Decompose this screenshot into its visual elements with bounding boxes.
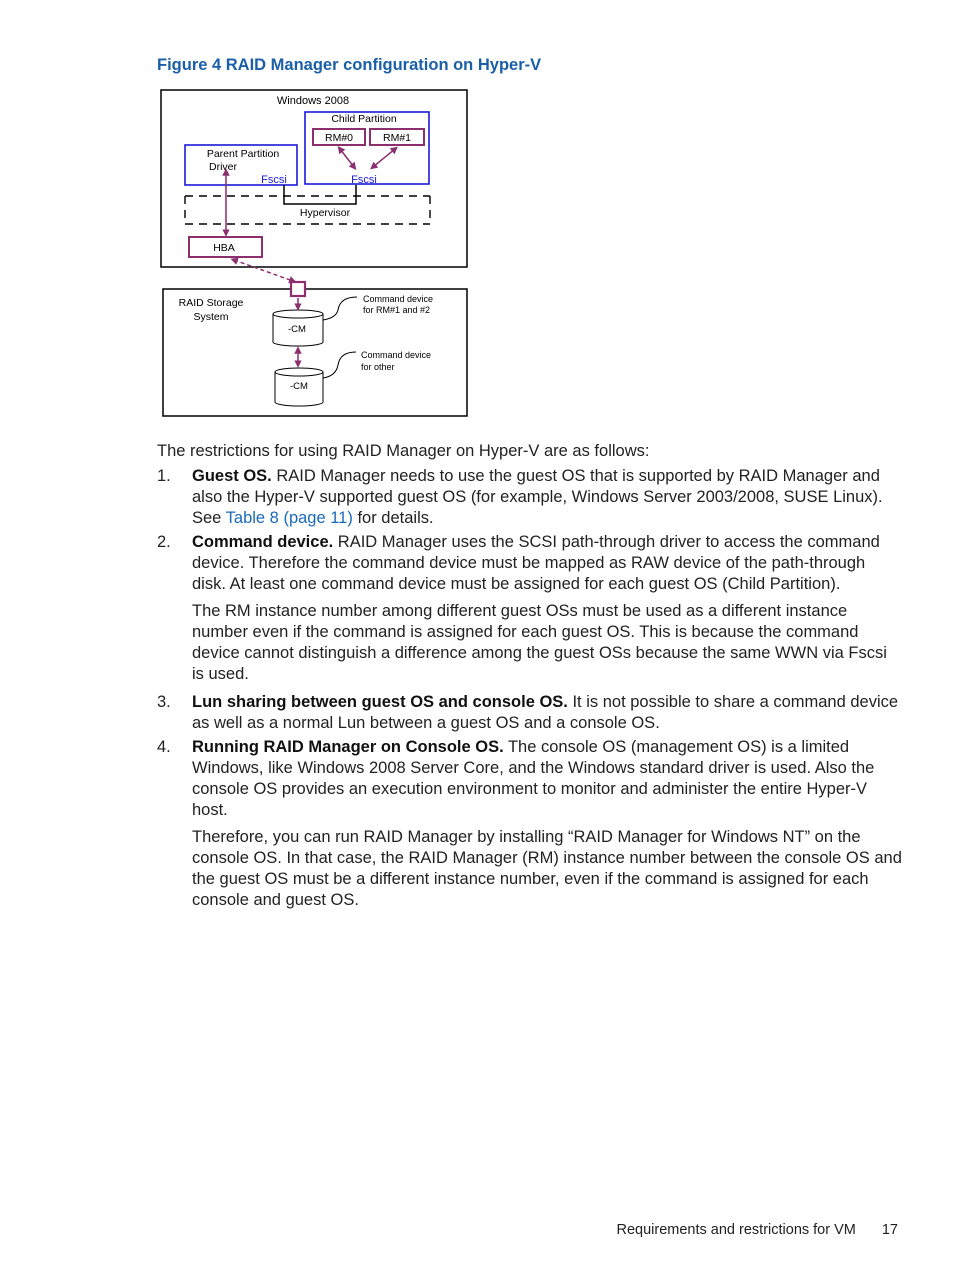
raid-storage-line1: RAID Storage — [178, 297, 244, 309]
callout-1-line2: for RM#1 and #2 — [363, 305, 431, 315]
figure-caption: Figure 4 RAID Manager configuration on Hyper-V — [157, 56, 542, 74]
callout-1-line1: Command device — [363, 294, 434, 304]
intro-paragraph: The restrictions for using RAID Manager on Hyper-V are as follows: — [157, 442, 650, 460]
hba-storage-arrow — [234, 260, 293, 281]
callout-2-line1: Command device — [361, 350, 432, 360]
item-text: It is not possible to share a command device as well as a normal Lun between a guest OS and a console OS. — [192, 693, 899, 732]
windows-box — [161, 90, 467, 267]
item-text: The console OS (management OS) is a limited Windows, like Windows 2008 Server Core, and the Windows standard driver is used. Also the console OS provides an execution environment to monitor and administer the entire Hyper-V host. — [192, 738, 875, 819]
item-title: Lun sharing between guest OS and console OS. — [192, 693, 568, 711]
rm0-arrow — [340, 149, 354, 167]
rm1-arrow — [373, 149, 395, 167]
page-number: 17 — [881, 1222, 898, 1238]
child-partition-label: Child Partition — [331, 113, 397, 125]
footer-section: Requirements and restrictions for VM — [616, 1222, 856, 1238]
item-text-after-link: for details. — [352, 509, 434, 527]
raid-manager-hyperv-diagram — [155, 85, 475, 425]
item-text: RAID Manager uses the SCSI path-through driver to access the command device. Therefore the command device must be mapped as RAW device of the path-through disk. At least one command device must be assigned for each guest OS (Child Partition). — [192, 533, 880, 593]
callout-1-line — [323, 297, 357, 320]
list-number: 1. — [157, 467, 171, 485]
list-item — [157, 692, 902, 734]
list-number: 3. — [157, 693, 171, 711]
list-item-text — [192, 466, 902, 529]
item-title: Running RAID Manager on Console OS. — [192, 738, 504, 756]
table-8-link[interactable]: Table 8 (page 11) — [225, 509, 353, 527]
cm2-label: -CM — [290, 381, 308, 392]
hba-label: HBA — [213, 242, 235, 254]
cm1-label: -CM — [288, 324, 306, 335]
page-footer — [617, 1222, 898, 1238]
item-title: Guest OS. — [192, 467, 272, 485]
fscsi-parent-label: Fscsi — [261, 174, 287, 186]
list-item — [157, 466, 902, 529]
list-item-followup: The RM instance number among different guest OSs must be used as a different instance number even if the command is assigned for each guest OS. This is because the command device cannot distinguish a difference among the guest OSs because the same WWN via Fscsi is used. — [192, 602, 887, 683]
hypervisor-connector — [284, 185, 356, 204]
rm1-label: RM#1 — [382, 132, 412, 144]
list-item-text — [192, 532, 902, 595]
list-number: 4. — [157, 738, 171, 756]
parent-partition-line2: Driver — [209, 161, 237, 173]
rm0-label: RM#0 — [324, 132, 354, 144]
raid-storage-line2: System — [193, 311, 229, 323]
fscsi-child-label: Fscsi — [351, 174, 377, 186]
list-item-followup: Therefore, you can run RAID Manager by installing “RAID Manager for Windows NT” on the console OS. In that case, the RAID Manager (RM) instance number between the console OS and the guest OS must be a different instance number, even if the command is assigned for each console and guest OS. — [192, 828, 902, 909]
list-number: 2. — [157, 533, 171, 551]
item-title: Command device. — [192, 533, 334, 551]
callout-2-line — [323, 352, 356, 378]
list-item-text — [192, 692, 902, 734]
list-item-text — [192, 737, 902, 821]
parent-partition-line1: Parent Partition — [206, 148, 280, 160]
callout-2-line2: for other — [361, 362, 395, 372]
restrictions-list — [157, 466, 902, 911]
item-text: RAID Manager needs to use the guest OS that is supported by RAID Manager and also the Hyper-V supported guest OS (for example, Windows Server 2003/2008, SUSE Linux). See — [192, 467, 883, 527]
windows-label: Windows 2008 — [276, 95, 350, 107]
list-item — [157, 737, 902, 911]
hypervisor-label: Hypervisor — [299, 207, 351, 219]
storage-port — [291, 282, 305, 296]
list-item — [157, 532, 902, 685]
